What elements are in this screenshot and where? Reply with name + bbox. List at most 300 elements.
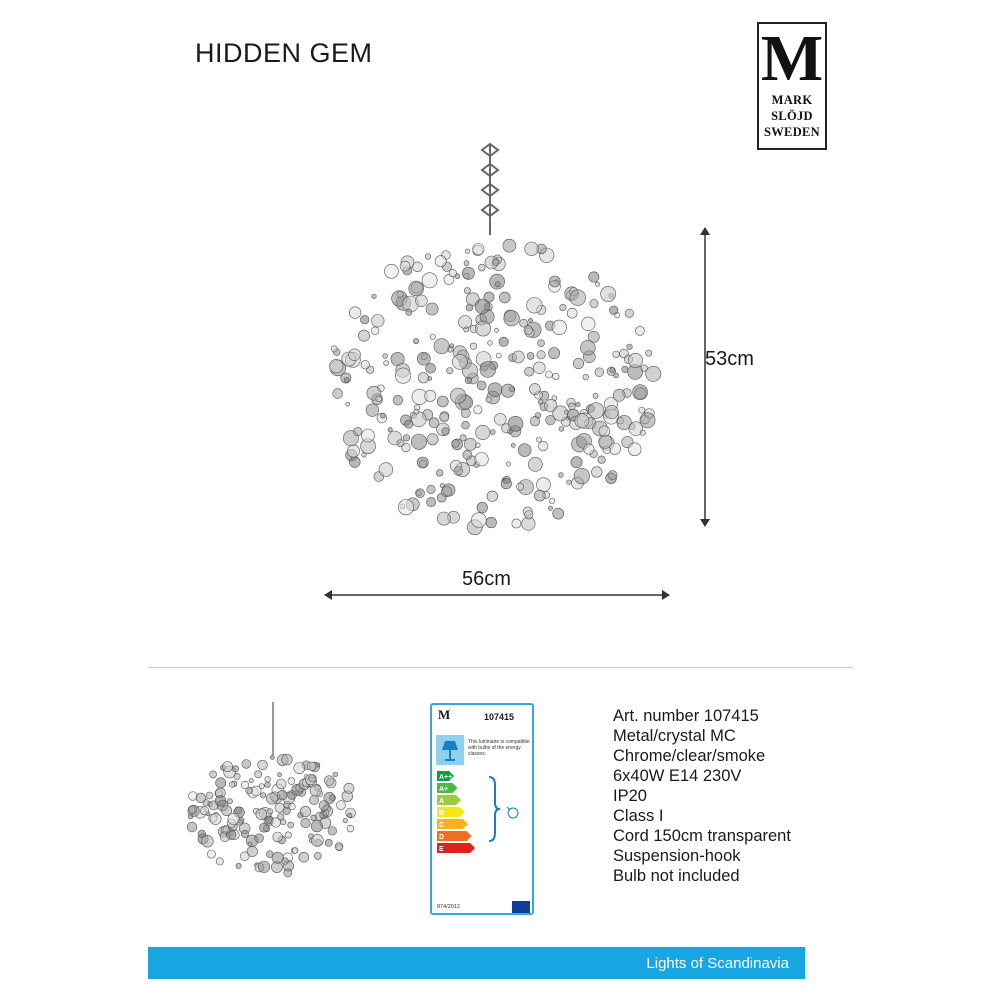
height-dimension-arrow xyxy=(690,225,720,530)
crystal-drop xyxy=(549,276,560,287)
crystal-drop xyxy=(610,368,615,373)
crystal-drop xyxy=(461,409,470,418)
crystal-drop xyxy=(383,354,388,359)
crystal-drop xyxy=(358,330,369,341)
crystal-drop xyxy=(447,368,453,374)
crystal-drop xyxy=(559,473,564,478)
crystal-drop xyxy=(310,785,321,796)
crystal-drop xyxy=(528,318,532,322)
crystal-drop xyxy=(646,366,661,381)
crystal-drop xyxy=(247,846,257,856)
crystal-drop xyxy=(255,771,262,778)
crystal-drop xyxy=(406,309,412,315)
crystal-drop xyxy=(426,363,436,373)
crystal-drop xyxy=(584,444,594,454)
crystal-drop xyxy=(528,457,542,471)
crystal-drop xyxy=(639,407,645,413)
crystal-drop xyxy=(464,261,469,266)
crystal-drop xyxy=(499,337,508,346)
crystal-drop xyxy=(384,264,398,278)
crystal-drop xyxy=(362,429,375,442)
crystal-drop xyxy=(418,373,428,383)
crystal-drop xyxy=(189,806,197,814)
crystal-drop xyxy=(384,361,389,366)
crystal-drop xyxy=(348,813,352,817)
crystal-drop xyxy=(292,848,298,854)
crystal-drop xyxy=(414,409,419,414)
crystal-drop xyxy=(337,801,346,810)
crystal-drop xyxy=(434,339,449,354)
crystal-drop xyxy=(277,814,284,821)
crystal-drop xyxy=(330,359,344,373)
crystal-drop xyxy=(550,498,555,503)
spec-line: Bulb not included xyxy=(613,867,740,885)
crystal-drop xyxy=(525,367,534,376)
crystal-drop xyxy=(533,362,545,374)
crystal-drop xyxy=(425,390,436,401)
crystal-drop xyxy=(426,303,438,315)
crystal-drop xyxy=(437,512,450,525)
crystal-drop xyxy=(344,783,354,793)
crystal-drop xyxy=(311,821,322,832)
crystal-drop xyxy=(442,428,449,435)
crystal-drop xyxy=(200,807,208,815)
crystal-drop xyxy=(349,349,361,361)
crystal-drop xyxy=(475,453,488,466)
crystal-drop xyxy=(474,406,482,414)
crystal-drop xyxy=(265,782,271,788)
energy-class-label: A+ xyxy=(439,786,449,793)
crystal-drop xyxy=(475,443,480,448)
crystal-drop xyxy=(494,413,506,425)
crystal-drop xyxy=(494,328,498,332)
crystal-drop xyxy=(187,822,197,832)
crystal-drop xyxy=(320,811,328,819)
crystal-drop xyxy=(518,444,531,457)
spec-line: Class I xyxy=(613,807,664,825)
crystal-drop xyxy=(335,843,343,851)
crystal-drop xyxy=(592,467,603,478)
crystal-drop xyxy=(609,306,618,315)
crystal-drop xyxy=(613,351,620,358)
crystal-drop xyxy=(227,799,232,804)
crystal-drop xyxy=(265,777,271,783)
crystal-drop xyxy=(501,479,511,489)
crystal-drop xyxy=(560,304,566,310)
logo-line-1: MARK xyxy=(771,93,813,107)
energy-class-label: A xyxy=(439,798,445,805)
crystal-drop xyxy=(216,858,223,865)
crystal-drop xyxy=(422,273,437,288)
crystal-drop xyxy=(506,462,510,466)
crystal-drop xyxy=(371,327,379,335)
crystal-drop xyxy=(640,413,655,428)
height-label: 53cm xyxy=(705,348,754,370)
crystal-drop xyxy=(613,389,625,401)
crystal-drop xyxy=(376,396,382,402)
crystal-drop xyxy=(417,457,428,468)
crystal-drop xyxy=(636,326,645,335)
crystal-drop xyxy=(595,368,604,377)
energy-class-label: D xyxy=(439,834,445,841)
crystal-drop xyxy=(309,775,317,783)
crystal-drop xyxy=(270,755,274,759)
crystal-drop xyxy=(272,852,283,863)
spec-line: Chrome/clear/smoke xyxy=(613,747,766,765)
crystal-drop xyxy=(346,402,350,406)
crystal-drop xyxy=(463,450,472,459)
crystal-drop xyxy=(266,793,277,804)
crystal-drop xyxy=(430,334,435,339)
crystal-drop xyxy=(324,776,334,786)
crystal-drop xyxy=(236,863,241,868)
crystal-drop xyxy=(527,352,534,359)
crystal-drop xyxy=(259,823,268,832)
crystal-drop xyxy=(411,412,426,427)
crystal-drop xyxy=(488,383,502,397)
crystal-drop xyxy=(567,480,572,485)
crystal-drop xyxy=(538,400,543,405)
crystal-drop xyxy=(260,793,265,798)
crystal-drop xyxy=(284,869,292,877)
product-title: HIDDEN GEM xyxy=(195,38,373,68)
crystal-drop xyxy=(379,463,393,477)
crystal-drop xyxy=(512,519,521,528)
crystal-drop xyxy=(310,796,319,805)
bulb-icon xyxy=(507,807,518,818)
section-divider xyxy=(148,667,853,668)
crystal-drop xyxy=(277,790,287,800)
spec-list xyxy=(613,706,791,886)
crystal-drop xyxy=(503,239,516,252)
crystal-drop xyxy=(486,397,492,403)
crystal-drop xyxy=(449,269,457,277)
crystal-drop xyxy=(480,362,496,378)
crystal-drop xyxy=(347,445,359,457)
footer-banner xyxy=(148,947,805,979)
crystal-drop xyxy=(301,818,311,828)
crystal-drop xyxy=(536,437,541,442)
crystal-drop xyxy=(478,264,485,271)
crystal-drop xyxy=(437,396,448,407)
crystal-drop xyxy=(273,832,283,842)
energy-class-label: B xyxy=(439,810,445,817)
crystal-drop xyxy=(440,413,449,422)
crystal-drop xyxy=(475,299,490,314)
crystal-drop xyxy=(275,803,284,812)
crystal-drop xyxy=(622,366,628,372)
crystal-drop xyxy=(361,360,370,369)
energy-label-brand: M xyxy=(438,707,451,722)
crystal-drop xyxy=(465,249,469,253)
crystal-drop xyxy=(548,506,552,510)
crystal-drop xyxy=(196,793,206,803)
crystal-drop xyxy=(450,388,465,403)
crystal-drop xyxy=(633,385,648,400)
crystal-drop xyxy=(595,282,599,286)
table-lamp-icon xyxy=(436,735,464,765)
crystal-drop xyxy=(426,497,435,506)
crystal-drop xyxy=(512,351,524,363)
crystal-drop xyxy=(403,435,410,442)
crystal-drop xyxy=(520,319,528,327)
crystal-drop xyxy=(525,511,533,519)
crystal-drop xyxy=(553,373,560,380)
crystal-drop xyxy=(599,435,612,448)
energy-class-bars xyxy=(437,771,529,897)
crystal-drop xyxy=(411,434,426,449)
crystal-drop xyxy=(452,354,467,369)
crystal-drop xyxy=(393,395,403,405)
crystal-drop xyxy=(372,315,385,328)
crystal-drop xyxy=(625,309,633,317)
crystal-drop xyxy=(388,428,392,432)
crystal-drop xyxy=(210,771,217,778)
crystal-drop xyxy=(248,842,252,846)
crystal-drop xyxy=(349,307,361,319)
width-label: 56cm xyxy=(462,568,511,590)
crystal-drop xyxy=(628,353,642,367)
energy-label-article: 107415 xyxy=(484,712,515,722)
crystal-drop xyxy=(576,402,580,406)
crystal-drop xyxy=(398,500,413,515)
crystal-drop xyxy=(529,384,540,395)
crystal-drop xyxy=(299,852,309,862)
crystal-drop xyxy=(311,834,323,846)
crystal-drop xyxy=(242,760,251,769)
crystal-drop xyxy=(400,261,410,271)
crystal-drop xyxy=(325,839,332,846)
crystal-drop xyxy=(460,435,466,441)
crystal-drop xyxy=(527,298,543,314)
brand-logo xyxy=(757,22,827,150)
crystal-drop xyxy=(366,404,379,417)
crystal-drop xyxy=(258,861,270,873)
crystal-drop xyxy=(311,815,317,821)
logo-line-2: SLÖJD xyxy=(771,109,813,123)
crystal-drop xyxy=(471,513,486,528)
crystal-drop xyxy=(210,813,221,824)
crystal-drop xyxy=(504,310,520,326)
crystal-drop xyxy=(628,443,641,456)
crystal-drop xyxy=(307,762,316,771)
spec-line: Metal/crystal MC xyxy=(613,727,736,745)
crystal-drop xyxy=(464,288,470,294)
crystal-drop xyxy=(593,393,598,398)
crystal-drop xyxy=(354,427,362,435)
crystal-drop xyxy=(452,440,460,448)
crystal-drop xyxy=(251,786,261,796)
crystal-drop xyxy=(605,405,618,418)
crystal-drop xyxy=(343,818,348,823)
crystal-drop xyxy=(601,286,616,301)
crystal-drop xyxy=(427,485,435,493)
crystal-drop xyxy=(473,244,484,255)
spec-line: Art. number 107415 xyxy=(613,707,759,725)
crystal-drop xyxy=(640,430,645,435)
crystal-drop xyxy=(229,782,235,788)
crystal-drop xyxy=(575,414,589,428)
crystal-drop xyxy=(646,350,652,356)
crystal-drop xyxy=(501,384,514,397)
logo-line-3: SWEDEN xyxy=(764,125,820,139)
crystal-drop xyxy=(216,778,226,788)
crystal-drop xyxy=(545,371,552,378)
crystal-drop xyxy=(553,508,564,519)
crystal-drop xyxy=(255,834,264,843)
crystal-drop xyxy=(608,471,617,480)
crystal-drop xyxy=(454,467,463,476)
crystal-drop xyxy=(627,344,633,350)
crystal-drop xyxy=(535,413,541,419)
crystal-drop xyxy=(538,441,548,451)
crystal-drop xyxy=(477,502,488,513)
crystal-drop xyxy=(328,827,337,836)
crystal-drop xyxy=(300,806,311,817)
crystal-drop xyxy=(349,457,360,468)
crystal-drop xyxy=(538,340,545,347)
crystal-drop xyxy=(409,281,424,296)
crystal-drop xyxy=(347,825,354,832)
crystal-drop xyxy=(268,809,273,814)
crystal-drop xyxy=(476,425,490,439)
crystal-drop xyxy=(360,315,369,324)
crystal-drop xyxy=(537,478,551,492)
crystal-drop xyxy=(427,434,438,445)
crystal-drop xyxy=(222,806,232,816)
crystal-drop xyxy=(477,381,486,390)
crystal-drop xyxy=(232,766,238,772)
energy-label-regulation: 874/2012 xyxy=(437,904,460,910)
crystal-drop xyxy=(234,773,240,779)
crystal-drop xyxy=(288,778,295,785)
crystal-drop xyxy=(464,438,476,450)
crystal-drop xyxy=(294,763,305,774)
spec-line: 6x40W E14 230V xyxy=(613,767,742,785)
crystal-drop xyxy=(324,792,335,803)
spec-line: Cord 150cm transparent xyxy=(613,827,791,845)
crystal-drop xyxy=(333,772,338,777)
crystal-drop xyxy=(476,321,491,336)
chandelier-image xyxy=(312,140,672,540)
crystal-drop xyxy=(198,830,206,838)
crystal-drop xyxy=(405,420,413,428)
crystal-drop xyxy=(583,374,589,380)
crystal-drop xyxy=(534,490,545,501)
crystal-drop xyxy=(499,292,510,303)
crystal-drop xyxy=(559,427,564,432)
crystal-drop xyxy=(276,779,286,789)
energy-label-note: This luminaire is compatible with bulbs of the energy classes: xyxy=(468,739,530,757)
crystal-drop xyxy=(436,470,443,477)
crystal-drop xyxy=(465,377,472,384)
crystal-drop xyxy=(525,242,539,256)
crystal-drop xyxy=(246,787,253,794)
logo-initial: M xyxy=(760,22,824,95)
crystal-drop xyxy=(493,259,499,265)
crystal-drop xyxy=(552,320,567,335)
crystal-drop xyxy=(614,373,619,378)
crystal-drop xyxy=(207,850,215,858)
crystal-drop xyxy=(435,256,446,267)
crystal-drop xyxy=(277,773,281,777)
crystal-drop xyxy=(188,814,193,819)
crystal-drop xyxy=(496,353,501,358)
crystal-drop xyxy=(222,762,232,772)
energy-class-label: E xyxy=(439,846,444,853)
crystal-drop xyxy=(416,295,428,307)
crystal-drop xyxy=(573,358,583,368)
crystal-drop xyxy=(581,340,596,355)
crystal-drop xyxy=(598,456,606,464)
crystal-drop xyxy=(450,344,454,348)
energy-label xyxy=(430,703,534,915)
crystal-drop xyxy=(344,377,349,382)
crystal-drop xyxy=(282,754,293,765)
crystal-drop xyxy=(495,282,500,287)
crystal-drop xyxy=(464,327,469,332)
crystal-drop xyxy=(416,489,425,498)
crystal-drop xyxy=(567,308,577,318)
crystal-drop xyxy=(413,338,418,343)
crystal-drop xyxy=(285,832,291,838)
crystal-drop xyxy=(241,830,248,837)
crystal-drop xyxy=(381,413,386,418)
eu-flag-icon xyxy=(512,901,530,913)
crystal-drop xyxy=(462,267,474,279)
crystal-drop xyxy=(502,424,511,433)
footer-tagline: Lights of Scandinavia xyxy=(646,955,789,972)
crystal-drop xyxy=(333,389,343,399)
crystal-drop xyxy=(331,346,337,352)
crystal-drop xyxy=(589,272,599,282)
crystal-drop xyxy=(581,317,595,331)
crystal-drop xyxy=(316,763,320,767)
crystal-drop xyxy=(590,299,598,307)
crystal-drop xyxy=(226,830,236,840)
crystal-drop xyxy=(487,491,498,502)
crystal-drop xyxy=(397,440,404,447)
crystal-drop xyxy=(571,457,582,468)
crystal-drop xyxy=(570,290,586,306)
chandelier-thumbnail xyxy=(185,700,365,880)
crystal-drop xyxy=(486,517,497,528)
crystal-drop xyxy=(256,809,267,820)
crystal-drop xyxy=(517,483,524,490)
crystal-drop xyxy=(440,483,444,487)
crystal-drop xyxy=(428,377,432,381)
crystal-drop xyxy=(215,796,226,807)
crystal-drop xyxy=(249,779,253,783)
crystal-drop xyxy=(289,803,296,810)
crystal-drop xyxy=(574,468,590,484)
crystal-drop xyxy=(372,294,377,299)
crystal-drop xyxy=(288,822,294,828)
crystal-drop xyxy=(569,403,576,410)
energy-class-label: C xyxy=(439,822,445,829)
crystal-drop xyxy=(549,348,560,359)
crystal-drop xyxy=(488,341,493,346)
crystal-drop xyxy=(511,443,515,447)
crystal-drop xyxy=(395,368,410,383)
spec-line: IP20 xyxy=(613,787,647,805)
crystal-drop xyxy=(470,343,477,350)
crystal-drop xyxy=(314,852,321,859)
crystal-drop xyxy=(490,430,495,435)
crystal-drop xyxy=(462,421,470,429)
crystal-drop xyxy=(206,792,213,799)
crystal-drop xyxy=(537,351,545,359)
